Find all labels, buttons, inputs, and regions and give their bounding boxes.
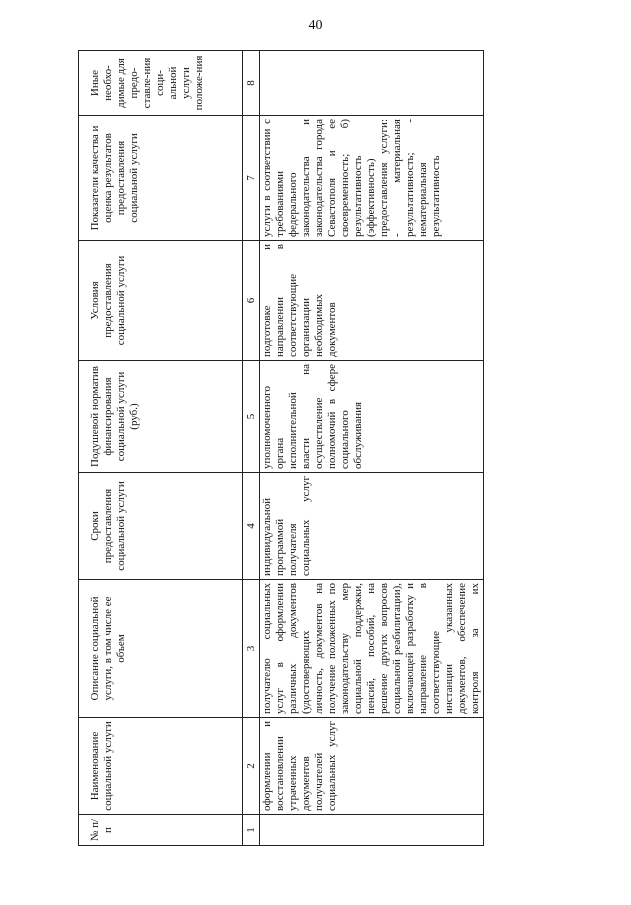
column-number: 2 bbox=[243, 718, 260, 815]
cell-terms: индивидуальной программой получателя социальных услуг bbox=[260, 473, 484, 580]
column-number: 1 bbox=[243, 815, 260, 846]
column-number: 7 bbox=[243, 116, 260, 241]
header-financing: Подушевой норматив финансирования социальной услуги (руб.) bbox=[79, 361, 243, 473]
cell-number bbox=[260, 815, 484, 846]
column-number: 6 bbox=[243, 241, 260, 361]
cell-financing: уполномоченного органа исполнительной власти на осуществление полномочий в сфере социального обслуживания bbox=[260, 361, 484, 473]
header-terms: Сроки предоставления социальной услуги bbox=[79, 473, 243, 580]
header-row bbox=[79, 51, 243, 846]
cell-service-name: оформлении и восстановлении утраченных документов получателей социальных услуг bbox=[260, 718, 484, 815]
rotated-page bbox=[78, 51, 481, 846]
table-row bbox=[260, 51, 484, 846]
cell-conditions: подготовке и направлении в соответствующие организации необходимых документов bbox=[260, 241, 484, 361]
header-service-name: Наименование социальной услуги bbox=[79, 718, 243, 815]
header-service-description: Описание социальной услуги, в том числе ее объем bbox=[79, 580, 243, 718]
header-number: № п/п bbox=[79, 815, 243, 846]
cell-other bbox=[260, 51, 484, 116]
cell-service-description: получателю социальных услуг в оформлении различных документов (удостоверяющих личность, документов на получение положенных по законодательству мер социальной поддержки, пенсий, пособий, на решение других вопросов социальной реабилитации), включающей разработку и направление в соответствующие инстанции указанных документов, обеспечение контроля за их bbox=[260, 580, 484, 718]
header-conditions: Условия предоставления социальной услуги bbox=[79, 241, 243, 361]
header-other: Иные необхо-димые для предо-ставле-ния соци-альной услуги положе-ния bbox=[79, 51, 243, 116]
column-number-row bbox=[243, 51, 260, 846]
cell-quality: услуги в соответствии с требованиями федерального законодательства и законодательства города Севастополя и ее своевременность; б) результативность (эффективность) предоставления услуги: - материальная результативность; - нематериальная результативность bbox=[260, 116, 484, 241]
column-number: 5 bbox=[243, 361, 260, 473]
column-number: 3 bbox=[243, 580, 260, 718]
column-number: 8 bbox=[243, 51, 260, 116]
column-number: 4 bbox=[243, 473, 260, 580]
services-table bbox=[78, 50, 484, 846]
header-quality: Показатели качества и оценка результатов предоставления социальной услуги bbox=[79, 116, 243, 241]
page-number: 40 bbox=[308, 18, 323, 33]
